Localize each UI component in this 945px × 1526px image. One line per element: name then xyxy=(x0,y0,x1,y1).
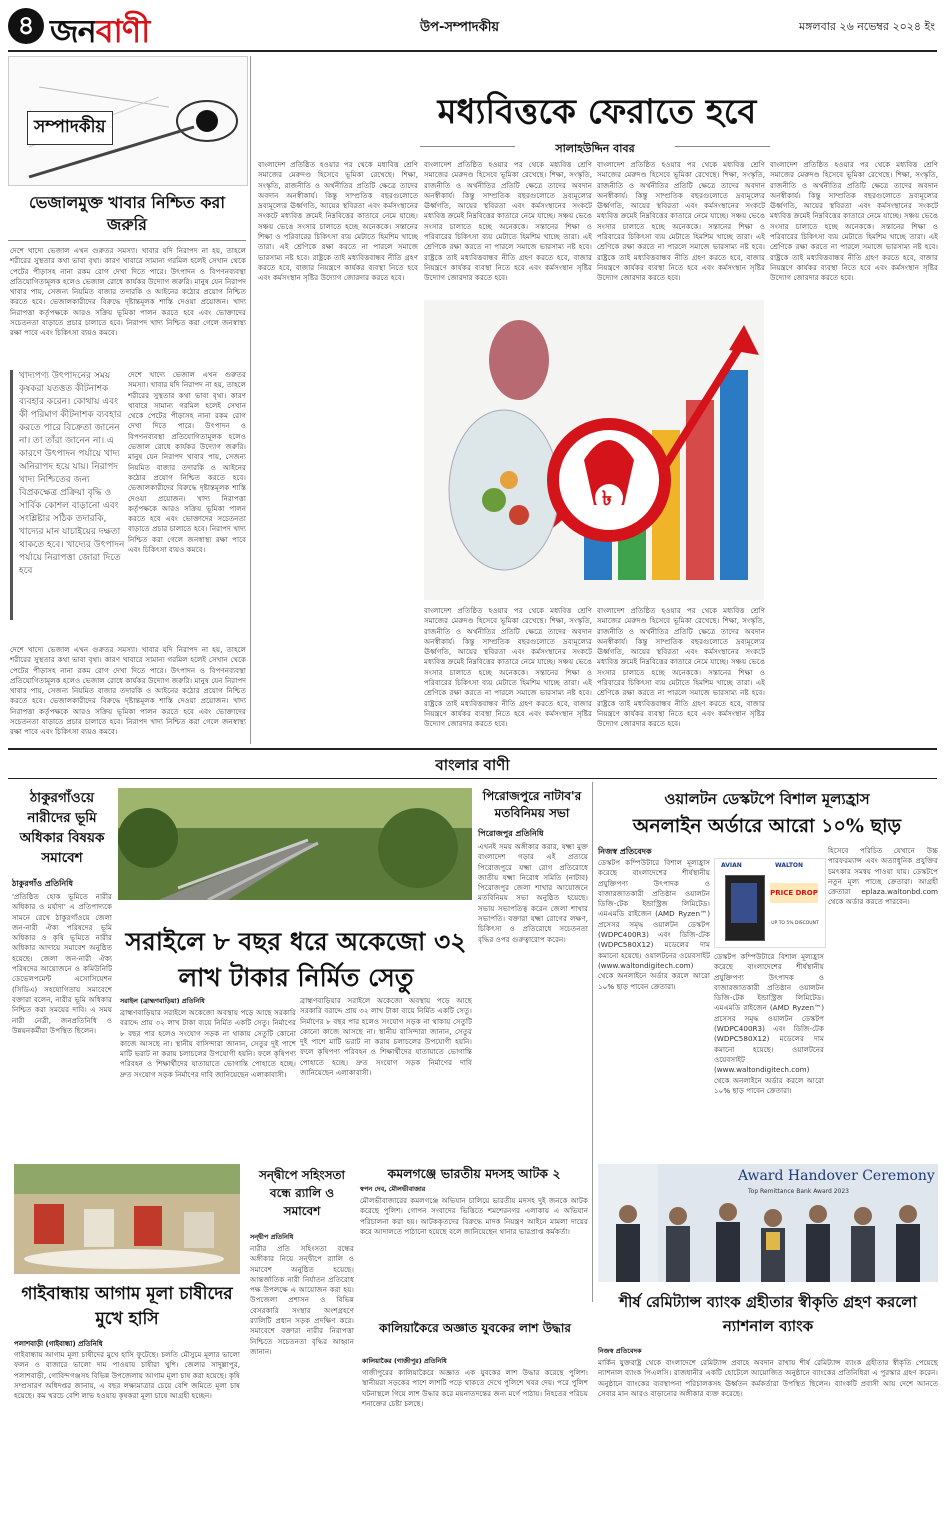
walton-body-right: হিসেবে পরিচিত যেখানে উচ্চ পারফরম্যান্স এবং অত্যাধুনিক প্রযুক্তির চমৎকার সমন্বয় পাওয়া যায়। ডেস্কটপে নতুন মূল্য পাচ্ছে ক্রেতারা। আগ্রহী ক্রেতারা eplaza.waltonbd.com থেকে অর্ডার করতে পারবেন। xyxy=(828,846,938,907)
editorial-body-bottom: দেশে খাদ্যে ভেজাল এখন গুরুতর সমস্যা। খাবার যদি নিরাপদ না হয়, তাহলে শরীরের সুস্থতার কথা ভাবা বৃথা। কারণ খাবারে সামান্য গরমিল হলেই সেখান থেকে পেটের পীড়াসহ নানা রকম রোগ দেখা দিতে পারে। উৎপাদন ও বিপণনব্যবস্থা প্রতিযোগিতামূলক হলেও ভেজাল রোধে কার্যকর উদ্যোগ জরুরি। মানুষ যেন নিরাপদ খাবার পায়, সেজন্য নিয়মিত বাজার তদারকি ও আইনের কঠোর প্রয়োগ নিশ্চিত করতে হবে। ভেজালকারীদের বিরুদ্ধে দৃষ্টান্তমূলক শাস্তি দেওয়া প্রয়োজন। খাদ্য নিরাপত্তা কর্তৃপক্ষকে আরও সক্রিয় ভূমিকা পালন করতে হবে এবং ভোক্তাদের সচেতনতা বাড়াতে প্রচার চালাতে হবে। নিরাপদ খাদ্য নিশ্চিত করা গেলে জনস্বাস্থ্য রক্ষা পাবে এবং চিকিৎসা ব্যয়ও কমবে। xyxy=(10,645,246,737)
walton-body-mid: ডেস্কটপ কম্পিউটারে বিশাল মূল্যহ্রাস করেছে বাংলাদেশের শীর্ষস্থানীয় প্রযুক্তিপণ্য উৎপাদক ও বাজারজাতকারী প্রতিষ্ঠান ওয়ালটন ডিজি-টেক ইন্ডাস্ট্রিজ লিমিটেড। এমএমডি রাইজেন (AMD Ryzen™) প্রসেসর সমৃদ্ধ ওয়ালটন ডেস্কটপ (WDPC400R3) এবং ডিজি-টেক (WDPC580X12) মডেলের দাম কমানো হয়েছে। ওয়ালটনের ওয়েবসাইট (www.waltondigitech.com) থেকে অনলাইনে অর্ডার করলে আরো ১০% ছাড় পাবেন ক্রেতারা। xyxy=(714,952,824,1095)
ad-brand-walton: WALTON xyxy=(775,862,804,869)
bridge-body-col1: ব্রাহ্মণবাড়িয়ার সরাইলে অকেজো অবস্থায় পড়ে আছে সরকারি বরাদ্দে প্রায় ৩২ লাখ টাকা ব্যয়ে নির্মিত একটি সেতু। নির্মাণের ৮ বছর পার হলেও সংযোগ সড়ক না থাকায় সেতুটি কোনো কাজে আসছে না। স্থানীয় বাসিন্দারা জানান, সেতুর দুই পাশে মাটি ভরাট না করায় চলাচলের উপযোগী হয়নি। ফলে কৃষিপণ্য পরিবহন ও শিক্ষার্থীদের যাতায়াতে ভোগান্তি পোহাতে হচ্ছে। দ্রুত সংযোগ সড়ক নির্মাণের দাবি জানিয়েছেন এলাকাবাসী। xyxy=(120,1008,296,1079)
bridge-byline: সরাইল (ব্রাহ্মণবাড়িয়া) প্রতিনিধি xyxy=(120,997,205,1005)
gaibandha-byline: পলাশবাড়ী (গাইবান্ধা) প্রতিনিধি xyxy=(14,1340,103,1348)
editorial-pullquote: খাদ্যপণ্য উৎপাদনের সময় কৃষকরা যতত্তত কীটনাশক ব্যবহার করেন। কোথায় এবং কী পরিমাণ কীটনাশক ব্যবহার করতে পারে বিক্রেতা জানেন না। তা তাঁরা জানেন না। এ কারণে উৎপাদন পর্যায়ে খাদ্য অনিরাপদ হয়ে যায়। নিরাপদ খাদ্য নিশ্চিতের জন্য বিপ্রকক্ষেত্র প্রক্রিয়া বৃদ্ধি ও সার্বিক কোশল বাড়ানো এবং সংশ্লিষ্টার সঠিক তদারকি, খাদ্যের মান যাচাইয়ের দক্ষতা থাকতে হবে। খাদ্যের উৎপাদন পর্যায়ে নিরাপত্তা জোরা দিতে হবে xyxy=(10,370,129,620)
section-rule-top xyxy=(8,748,937,750)
award-banner-sub: Top Remittance Bank Award 2023 xyxy=(748,1188,849,1195)
section-banner: বাংলার বাণী xyxy=(435,756,510,774)
award-ceremony-photo xyxy=(598,1164,938,1282)
award-byline: নিজস্ব প্রতিবেদক xyxy=(598,1347,642,1355)
main-body-under-image-1: বাংলাদেশ প্রতিষ্ঠিত হওয়ার পর থেকে মধ্যবিত্ত শ্রেণি সমাজের মেরুদণ্ড হিসেবে ভূমিকা রেখেছে। শিক্ষা, সংস্কৃতি, রাজনীতি ও অর্থনীতির প্রতিটি ক্ষেত্রে তাদের অবদান অনস্বীকার্য। কিন্তু সাম্প্রতিক বছরগুলোতে দ্রব্যমূল্যের ঊর্ধ্বগতি, আয়ের স্থবিরতা এবং কর্মসংস্থানের সংকটে মধ্যবিত্ত ক্রমেই নিম্নবিত্তের কাতারে নেমে যাচ্ছে। সঞ্চয় ভেঙে সংসার চালাতে হচ্ছে অনেককে। সন্তানের শিক্ষা ও পরিবারের চিকিৎসা ব্যয় মেটাতে হিমশিম খাচ্ছে তারা। এই শ্রেণিকে রক্ষা করতে না পারলে সমাজে ভারসাম্য নষ্ট হবে। রাষ্ট্রকে তাই মধ্যবিত্তবান্ধব নীতি গ্রহণ করতে হবে, বাজার নিয়ন্ত্রণে কার্যকর ব্যবস্থা নিতে হবে এবং কর্মসংস্থান সৃষ্টির উদ্যোগ জোরদার করতে হবে। xyxy=(424,606,592,729)
editorial-banner-label: সম্পাদকীয় xyxy=(27,111,113,145)
kaliakair-body: গাজীপুরের কালিয়াকৈরে অজ্ঞাত এক যুবকের লাশ উদ্ধার করেছে পুলিশ। স্থানীয়রা সড়কের পাশে লাশটি পড়ে থাকতে দেখে পুলিশে খবর দেয়। পরে পুলিশ ঘটনাস্থলে গিয়ে লাশ উদ্ধার করে ময়নাতদন্তের জন্য মর্গে পাঠায়। নিহতের পরিচয় শনাক্তের চেষ্টা চলছে। xyxy=(362,1368,588,1408)
walton-ad-image xyxy=(714,858,826,948)
brand-part-1: জন xyxy=(50,12,96,50)
main-author: সালাহউদ্দিন বাবর xyxy=(555,142,635,155)
editorial-body-continued: দেশে খাদ্যে ভেজাল এখন গুরুতর সমস্যা। খাবার যদি নিরাপদ না হয়, তাহলে শরীরের সুস্থতার কথা ভাবা বৃথা। কারণ খাবারে সামান্য গরমিল হলেই সেখান থেকে পেটের পীড়াসহ নানা রকম রোগ দেখা দিতে পারে। উৎপাদন ও বিপণনব্যবস্থা প্রতিযোগিতামূলক হলেও ভেজাল রোধে কার্যকর উদ্যোগ জরুরি। মানুষ যেন নিরাপদ খাবার পায়, সেজন্য নিয়মিত বাজার তদারকি ও আইনের কঠোর প্রয়োগ নিশ্চিত করতে হবে। ভেজালকারীদের বিরুদ্ধে দৃষ্টান্তমূলক শাস্তি দেওয়া প্রয়োজন। খাদ্য নিরাপত্তা কর্তৃপক্ষকে আরও সক্রিয় ভূমিকা পালন করতে হবে এবং ভোক্তাদের সচেতনতা বাড়াতে প্রচার চালাতে হবে। নিরাপদ খাদ্য নিশ্চিত করা গেলে জনস্বাস্থ্য রক্ষা পাবে এবং চিকিৎসা ব্যয়ও কমবে। xyxy=(128,370,246,555)
bridge-headline: সরাইলে ৮ বছর ধরে অকেজো ৩২ লাখ টাকার নির্মিত সেতু xyxy=(125,927,467,992)
svg-text:৳: ৳ xyxy=(602,486,612,510)
editorial-banner-box xyxy=(8,56,248,186)
award-headline: শীর্ষ রেমিট্যান্স ব্যাংক গ্রহীতার স্বীকৃতি গ্রহণ করলো ন্যাশনাল ব্যাংক xyxy=(619,1293,917,1335)
column-rule xyxy=(250,56,251,744)
kamalganj-headline: কমলগঞ্জে ভারতীয় মদসহ আটক ২ xyxy=(387,1166,561,1181)
walton-kicker: ওয়ালটন ডেস্কটপে বিশাল মূল্যহ্রাস xyxy=(664,790,870,808)
pirojpur-headline: পিরোজপুরে নাটাব'র মতবিনিময় সভা xyxy=(482,789,582,820)
award-body: মার্কিন যুক্তরাষ্ট্র থেকে বাংলাদেশে রেমিট্যান্স প্রবাহে অবদান রাখায় শীর্ষ রেমিট্যান্স ব্যাংক গ্রহীতার স্বীকৃতি পেয়েছে ন্যাশনাল ব্যাংক পিএলসি। রাজধানীর একটি হোটেলে আয়োজিত অনুষ্ঠানে ব্যাংকের প্রতিনিধিরা এ পুরস্কার গ্রহণ করেন। অনুষ্ঠানে ব্যাংকের ব্যবস্থাপনা পরিচালকসহ ঊর্ধ্বতন কর্মকর্তারা উপস্থিত ছিলেন। ব্যাংকটি প্রবাসী আয় দেশে আনতে সেবার মান আরও বাড়ানোর অঙ্গীকার ব্যক্ত করেছে। xyxy=(598,1358,938,1398)
section-rule-bottom xyxy=(8,778,937,779)
issue-date: মঙ্গলবার ২৬ নভেম্বর ২০২৪ ইং xyxy=(798,20,935,33)
main-body-col1: বাংলাদেশ প্রতিষ্ঠিত হওয়ার পর থেকে মধ্যবিত্ত শ্রেণি সমাজের মেরুদণ্ড হিসেবে ভূমিকা রেখেছে। শিক্ষা, সংস্কৃতি, রাজনীতি ও অর্থনীতির প্রতিটি ক্ষেত্রে তাদের অবদান অনস্বীকার্য। কিন্তু সাম্প্রতিক বছরগুলোতে দ্রব্যমূল্যের ঊর্ধ্বগতি, আয়ের স্থবিরতা এবং কর্মসংস্থানের সংকটে মধ্যবিত্ত ক্রমেই নিম্নবিত্তের কাতারে নেমে যাচ্ছে। সঞ্চয় ভেঙে সংসার চালাতে হচ্ছে অনেককে। সন্তানের শিক্ষা ও পরিবারের চিকিৎসা ব্যয় মেটাতে হিমশিম খাচ্ছে তারা। এই শ্রেণিকে রক্ষা করতে না পারলে সমাজে ভারসাম্য নষ্ট হবে। রাষ্ট্রকে তাই মধ্যবিত্তবান্ধব নীতি গ্রহণ করতে হবে, বাজার নিয়ন্ত্রণে কার্যকর ব্যবস্থা নিতে হবে এবং কর্মসংস্থান সৃষ্টির উদ্যোগ জোরদার করতে হবে। xyxy=(258,160,418,283)
main-body-col3: বাংলাদেশ প্রতিষ্ঠিত হওয়ার পর থেকে মধ্যবিত্ত শ্রেণি সমাজের মেরুদণ্ড হিসেবে ভূমিকা রেখেছে। শিক্ষা, সংস্কৃতি, রাজনীতি ও অর্থনীতির প্রতিটি ক্ষেত্রে তাদের অবদান অনস্বীকার্য। কিন্তু সাম্প্রতিক বছরগুলোতে দ্রব্যমূল্যের ঊর্ধ্বগতি, আয়ের স্থবিরতা এবং কর্মসংস্থানের সংকটে মধ্যবিত্ত ক্রমেই নিম্নবিত্তের কাতারে নেমে যাচ্ছে। সঞ্চয় ভেঙে সংসার চালাতে হচ্ছে অনেককে। সন্তানের শিক্ষা ও পরিবারের চিকিৎসা ব্যয় মেটাতে হিমশিম খাচ্ছে তারা। এই শ্রেণিকে রক্ষা করতে না পারলে সমাজে ভারসাম্য নষ্ট হবে। রাষ্ট্রকে তাই মধ্যবিত্তবান্ধব নীতি গ্রহণ করতে হবে, বাজার নিয়ন্ত্রণে কার্যকর ব্যবস্থা নিতে হবে এবং কর্মসংস্থান সৃষ্টির উদ্যোগ জোরদার করতে হবে। xyxy=(597,160,765,283)
gaibandha-body: গাইবান্ধায় আগাম মূলা চাষীদের মুখে হাসি ফুটেছে। চলতি মৌসুমে মূলার ভালো ফলন ও বাজারে ভালো দাম পাওয়ায় চাষীরা খুশি। জেলার সাদুল্লাপুর, পলাশবাড়ী, গোবিন্দগঞ্জসহ বিভিন্ন উপজেলায় আগাম মূলা চাষ করা হয়েছে। কৃষি সম্প্রসারণ অধিদপ্তর জানায়, এ বছর লক্ষ্যমাত্রার চেয়ে বেশি জমিতে মূলা চাষ হয়েছে। কম খরচে বেশি লাভ হওয়ায় কৃষকরা মূলা চাষে আগ্রহী হচ্ছেন। xyxy=(14,1350,240,1401)
thakurgaon-body: 'প্রতিষ্ঠিত হোক ভূমিতে নারীর অধিকার ও মর্যাদা' এ প্রতিপাদ্যকে সামনে রেখে ঠাকুরগাঁওয়ে জেলা জন-নারী ঐক্য পরিষদের ভূমি অধিকার ও কৃষি ভূমিতে নারীর অধিকার আদায়ে সমাবেশ অনুষ্ঠিত হয়েছে। জেলা জন-নারী ঐক্য পরিষদের আয়োজনে ও কমিউনিটি ডেভেলপমেন্ট এসোসিয়েশন (সিডিএ) সহযোগিতায় সমাবেশে বক্তারা বলেন, নারীর ভূমি অধিকার নিশ্চিত করা সময়ের দাবি। এ সময় নারী নেত্রী, জনপ্রতিনিধি ও উন্নয়নকর্মীরা উপস্থিত ছিলেন। xyxy=(12,892,112,1035)
bridge-photo xyxy=(118,788,472,900)
column-rule-2 xyxy=(592,782,593,1302)
thakurgaon-headline: ঠাকুরগাঁওয়ে নারীদের ভূমি অধিকার বিষয়ক সমাবেশ xyxy=(19,790,105,866)
main-body-col2: বাংলাদেশ প্রতিষ্ঠিত হওয়ার পর থেকে মধ্যবিত্ত শ্রেণি সমাজের মেরুদণ্ড হিসেবে ভূমিকা রেখেছে। শিক্ষা, সংস্কৃতি, রাজনীতি ও অর্থনীতির প্রতিটি ক্ষেত্রে তাদের অবদান অনস্বীকার্য। কিন্তু সাম্প্রতিক বছরগুলোতে দ্রব্যমূল্যের ঊর্ধ্বগতি, আয়ের স্থবিরতা এবং কর্মসংস্থানের সংকটে মধ্যবিত্ত ক্রমেই নিম্নবিত্তের কাতারে নেমে যাচ্ছে। সঞ্চয় ভেঙে সংসার চালাতে হচ্ছে অনেককে। সন্তানের শিক্ষা ও পরিবারের চিকিৎসা ব্যয় মেটাতে হিমশিম খাচ্ছে তারা। এই শ্রেণিকে রক্ষা করতে না পারলে সমাজে ভারসাম্য নষ্ট হবে। রাষ্ট্রকে তাই মধ্যবিত্তবান্ধব নীতি গ্রহণ করতে হবে, বাজার নিয়ন্ত্রণে কার্যকর ব্যবস্থা নিতে হবে এবং কর্মসংস্থান সৃষ্টির উদ্যোগ জোরদার করতে হবে। xyxy=(424,160,592,283)
walton-headline: অনলাইন অর্ডারে আরো ১০% ছাড় xyxy=(632,815,902,837)
kaliakair-headline: কালিয়াকৈরে অজ্ঞাত যুবকের লাশ উদ্ধার xyxy=(379,1321,571,1335)
brand-part-2: বাণী xyxy=(95,12,150,50)
kamalganj-byline: স্বপন দেব, মৌলভীবাজার xyxy=(360,1185,426,1193)
desktop-case-glow xyxy=(731,883,757,923)
kamalganj-body: মৌলভীবাজারের কমলগঞ্জে অভিযান চালিয়ে ভারতীয় মদসহ দুই জনকে আটক করেছে পুলিশ। গোপন সংবাদের ভিত্তিতে শমশেরনগর এলাকায় এ অভিযান পরিচালনা করা হয়। আটককৃতদের বিরুদ্ধে মাদক নিয়ন্ত্রণ আইনে মামলা দায়ের করে আদালতে পাঠানো হয়েছে বলে জানিয়েছেন থানার ভারপ্রাপ্ত কর্মকর্তা। xyxy=(360,1196,588,1236)
thakurgaon-byline: ঠাকুরগাঁও প্রতিনিধি xyxy=(12,879,73,888)
award-people xyxy=(598,1164,938,1282)
ad-brand-avian: AVIAN xyxy=(721,862,742,869)
pirojpur-byline: পিরোজপুর প্রতিনিধি xyxy=(478,829,544,838)
author-rule-left xyxy=(420,146,515,147)
walton-body: ডেস্কটপ কম্পিউটারে বিশাল মূল্যহ্রাস করেছে বাংলাদেশের শীর্ষস্থানীয় প্রযুক্তিপণ্য উৎপাদক ও বাজারজাতকারী প্রতিষ্ঠান ওয়ালটন ডিজি-টেক ইন্ডাস্ট্রিজ লিমিটেড। এমএমডি রাইজেন (AMD Ryzen™) প্রসেসর সমৃদ্ধ ওয়ালটন ডেস্কটপ (WDPC400R3) এবং ডিজি-টেক (WDPC580X12) মডেলের দাম কমানো হয়েছে। ওয়ালটনের ওয়েবসাইট (www.waltondigitech.com) থেকে অনলাইনে অর্ডার করলে আরো ১০% ছাড় পাবেন ক্রেতারা। xyxy=(598,858,710,991)
bridge-body-col2: ব্রাহ্মণবাড়িয়ার সরাইলে অকেজো অবস্থায় পড়ে আছে সরকারি বরাদ্দে প্রায় ৩২ লাখ টাকা ব্যয়ে নির্মিত একটি সেতু। নির্মাণের ৮ বছর পার হলেও সংযোগ সড়ক না থাকায় সেতুটি কোনো কাজে আসছে না। স্থানীয় বাসিন্দারা জানান, সেতুর দুই পাশে মাটি ভরাট না করায় চলাচলের উপযোগী হয়নি। ফলে কৃষিপণ্য পরিবহন ও শিক্ষার্থীদের যাতায়াতে ভোগান্তি পোহাতে হচ্ছে। দ্রুত সংযোগ সড়ক নির্মাণের দাবি জানিয়েছেন এলাকাবাসী। xyxy=(300,996,472,1078)
radish-farmers-photo xyxy=(14,1164,240,1274)
bridge-scene xyxy=(118,788,472,900)
award-banner: Award Handover Ceremony xyxy=(738,1168,935,1184)
price-rise-graphic xyxy=(424,300,764,600)
main-headline: মধ্যবিত্তকে ফেরাতে হবে xyxy=(437,92,757,132)
main-body-col4: বাংলাদেশ প্রতিষ্ঠিত হওয়ার পর থেকে মধ্যবিত্ত শ্রেণি সমাজের মেরুদণ্ড হিসেবে ভূমিকা রেখেছে। শিক্ষা, সংস্কৃতি, রাজনীতি ও অর্থনীতির প্রতিটি ক্ষেত্রে তাদের অবদান অনস্বীকার্য। কিন্তু সাম্প্রতিক বছরগুলোতে দ্রব্যমূল্যের ঊর্ধ্বগতি, আয়ের স্থবিরতা এবং কর্মসংস্থানের সংকটে মধ্যবিত্ত ক্রমেই নিম্নবিত্তের কাতারে নেমে যাচ্ছে। সঞ্চয় ভেঙে সংসার চালাতে হচ্ছে অনেককে। সন্তানের শিক্ষা ও পরিবারের চিকিৎসা ব্যয় মেটাতে হিমশিম খাচ্ছে তারা। এই শ্রেণিকে রক্ষা করতে না পারলে সমাজে ভারসাম্য নষ্ট হবে। রাষ্ট্রকে তাই মধ্যবিত্তবান্ধব নীতি গ্রহণ করতে হবে, বাজার নিয়ন্ত্রণে কার্যকর ব্যবস্থা নিতে হবে এবং কর্মসংস্থান সৃষ্টির উদ্যোগ জোরদার করতে হবে। xyxy=(770,160,938,283)
masthead-rule xyxy=(8,50,937,52)
editorial-body: দেশে খাদ্যে ভেজাল এখন গুরুতর সমস্যা। খাবার যদি নিরাপদ না হয়, তাহলে শরীরের সুস্থতার কথা ভাবা বৃথা। কারণ খাবারে সামান্য গরমিল হলেই সেখান থেকে পেটের পীড়াসহ নানা রকম রোগ দেখা দিতে পারে। উৎপাদন ও বিপণনব্যবস্থা প্রতিযোগিতামূলক হলেও ভেজাল রোধে কার্যকর উদ্যোগ জরুরি। মানুষ যেন নিরাপদ খাবার পায়, সেজন্য নিয়মিত বাজার তদারকি ও আইনের কঠোর প্রয়োগ নিশ্চিত করতে হবে। ভেজালকারীদের বিরুদ্ধে দৃষ্টান্তমূলক শাস্তি দেওয়া প্রয়োজন। খাদ্য নিরাপত্তা কর্তৃপক্ষকে আরও সক্রিয় ভূমিকা পালন করতে হবে এবং ভোক্তাদের সচেতনতা বাড়াতে প্রচার চালাতে হবে। নিরাপদ খাদ্য নিশ্চিত করা গেলে জনস্বাস্থ্য রক্ষা পাবে এবং চিকিৎসা ব্যয়ও কমবে। xyxy=(10,246,246,338)
author-rule-right xyxy=(675,146,770,147)
walton-byline: নিজস্ব প্রতিবেদক xyxy=(598,847,652,856)
sandwip-body: নারীর প্রতি সহিংসতা বন্ধের অঙ্গীকার নিয়ে সন্দ্বীপে র‍্যালি ও সমাবেশ অনুষ্ঠিত হয়েছে। আন্তর্জাতিক নারী নির্যাতন প্রতিরোধ পক্ষ উপলক্ষে এ আয়োজন করা হয়। উপজেলা প্রশাসন ও বিভিন্ন বেসরকারি সংস্থার অংশগ্রহণে র‍্যালিটি প্রধান সড়ক প্রদক্ষিণ করে। সমাবেশে বক্তারা নারীর নিরাপত্তা নিশ্চিতে সচেতনতা বৃদ্ধির আহ্বান জানান। xyxy=(250,1244,354,1356)
page-number: ৪ xyxy=(8,8,44,44)
section-name: উপ-সম্পাদকীয় xyxy=(420,20,500,35)
main-body-under-image-2: বাংলাদেশ প্রতিষ্ঠিত হওয়ার পর থেকে মধ্যবিত্ত শ্রেণি সমাজের মেরুদণ্ড হিসেবে ভূমিকা রেখেছে। শিক্ষা, সংস্কৃতি, রাজনীতি ও অর্থনীতির প্রতিটি ক্ষেত্রে তাদের অবদান অনস্বীকার্য। কিন্তু সাম্প্রতিক বছরগুলোতে দ্রব্যমূল্যের ঊর্ধ্বগতি, আয়ের স্থবিরতা এবং কর্মসংস্থানের সংকটে মধ্যবিত্ত ক্রমেই নিম্নবিত্তের কাতারে নেমে যাচ্ছে। সঞ্চয় ভেঙে সংসার চালাতে হচ্ছে অনেককে। সন্তানের শিক্ষা ও পরিবারের চিকিৎসা ব্যয় মেটাতে হিমশিম খাচ্ছে তারা। এই শ্রেণিকে রক্ষা করতে না পারলে সমাজে ভারসাম্য নষ্ট হবে। রাষ্ট্রকে তাই মধ্যবিত্তবান্ধব নীতি গ্রহণ করতে হবে, বাজার নিয়ন্ত্রণে কার্যকর ব্যবস্থা নিতে হবে এবং কর্মসংস্থান সৃষ্টির উদ্যোগ জোরদার করতে হবে। xyxy=(597,606,765,729)
sandwip-headline: সন্দ্বীপে সহিংসতা বন্ধে র‍্যালি ও সমাবেশ xyxy=(258,1168,346,1218)
kaliakair-byline: কালিয়াকৈর (গাজীপুর) প্রতিনিধি xyxy=(362,1357,447,1365)
sandwip-byline: সন্দ্বীপ প্রতিনিধি xyxy=(250,1233,294,1241)
divider xyxy=(8,240,246,241)
ad-offer: UP TO 5% DISCOUNT xyxy=(771,921,819,926)
editorial-headline: ভেজালমুক্ত খাবার নিশ্চিত করা জরুরি xyxy=(29,193,225,234)
pirojpur-body: এখনই সময় অঙ্গীকার করার, যক্ষ্মা মুক্ত বাংলাদেশ গড়ার এই প্রত্যয়ে পিরোজপুরে যক্ষ্মা রোগ প্রতিরোধে জাতীয় যক্ষ্মা নিরোধ সমিতি (নাটাব) পিরোজপুর জেলা শাখার আয়োজনে মতবিনিময় সভা অনুষ্ঠিত হয়েছে। সভায় সভাপতিত্ব করেন জেলা শাখার সভাপতি। বক্তারা যক্ষ্মা রোগের লক্ষণ, চিকিৎসা ও প্রতিরোধে সচেতনতা বৃদ্ধির ওপর গুরুত্বারোপ করেন। xyxy=(478,842,588,944)
radish-scene xyxy=(14,1164,240,1274)
gaibandha-headline: গাইবান্ধায় আগাম মূলা চাষীদের মুখে হাসি xyxy=(21,1284,233,1329)
price-drop-tag: PRICE DROP xyxy=(770,883,818,903)
inflation-illustration xyxy=(424,300,764,600)
